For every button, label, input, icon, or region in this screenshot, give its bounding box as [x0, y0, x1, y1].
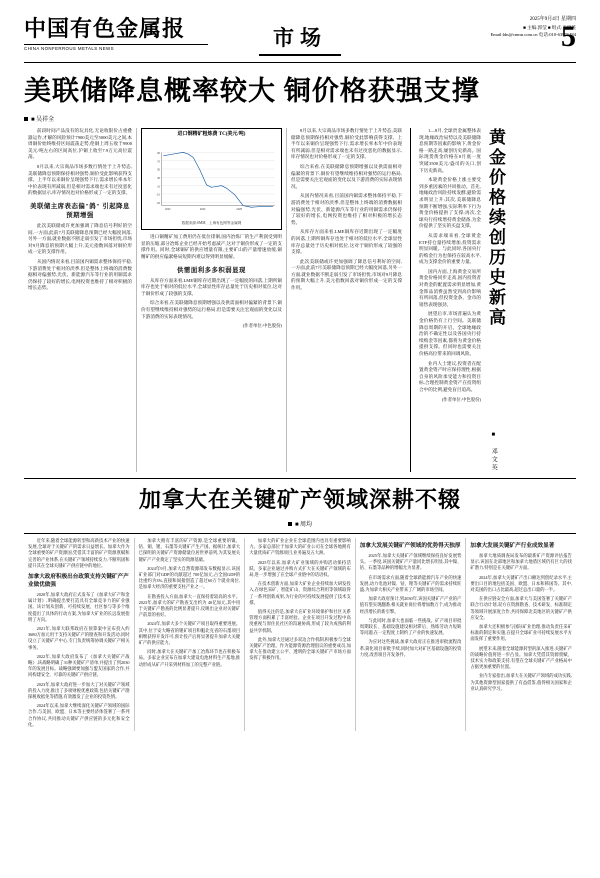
lead-byline: [24, 114, 576, 123]
chart-grid: [162, 152, 275, 202]
top-article-zone: [24, 128, 576, 472]
paragraph: 2023年,加拿大政府进一步加大了对关键矿产领域的投入力度,推出了多项财税优惠政策,包括关键矿产勘探税收抵免等措施,有效激发了企业的投资热情。: [28, 681, 130, 700]
svg-text:-30: -30: [156, 201, 160, 205]
byline-marker-icon: [24, 117, 28, 121]
paragraph: 同时,加拿大在关键矿产加工冶炼环节也在积极布局。多家企业宣布在加拿大建设电池材料生产基地,推动形成从矿产开采到材料加工的完整产业链。: [138, 649, 241, 667]
paragraph: 2024年9月,加拿大自然资源部发布数据显示,该国矿业部门对GDP的贡献超过 700亿加元,占全国GDP的比重约为3%,直接和间接创造了超过60万个就业岗位,是加拿大经济的重要支柱产业之一。: [138, 565, 241, 590]
paragraph: 加拿大地质调查局发布的最新矿产资源评估报告显示,该国在北部地区和加拿大地盾区域仍有巨大的找矿潜力,特别是在关键矿产方面。: [470, 553, 572, 571]
paragraph: 2025年,加拿大关键矿产领域继续保持良好发展势头。一季度,该国关键矿产产量同比增长明显,其中镍、钴、石墨等品种的增幅尤为显著。: [359, 553, 462, 571]
second-headline: 加拿大在关键矿产领域深耕不辍: [138, 487, 461, 512]
paragraph: 为应对这些挑战,加拿大政府正在推进审批流程改革,简化项目审批手续,同时加大对矿区基础设施的投资力度,改善项目开发条件。: [359, 639, 462, 657]
svg-text:90: 90: [157, 151, 160, 155]
svg-text:2023: 2023: [164, 207, 171, 211]
svg-text:50: 50: [157, 168, 160, 172]
paragraph: 从国内情况来看,目前国内铜需求整体保持平稳,下游消费处于相对的淡季,但是整体上终端的消费数据相对偏强势,光伏、新能源汽车等行业的用铜需求仍保持了较好的增长,电网投资也维持了相对积极的增长态势。: [291, 193, 402, 225]
paragraph: 在市场需求方面,随着全球新能源汽车产业的快速发展,动力电池对镍、钴、锂等关键矿产的需求持续旺盛,为加拿大相关产业带来了广阔的市场空间。: [359, 574, 462, 593]
paragraph: 1—8月,全球贵金属整体表现,地缘政治局势以及美联储降息预期等因素的影响下,黄金价格一路走高,屡创历史新高。国际现货黄金价格在8月底一度突破3500美元/盎司的关口,创下历史新高。: [419, 128, 481, 173]
paragraph: 展望后市,市场普遍认为黄金价格仍有上行空间。美联储降息周期的开启、全球地缘政治的不确定性以及各国央行持续购金等因素,都将为黄金价格提供支撑。但同时也需要关注价格高位带来的回调风险。: [419, 311, 481, 356]
paragraph: 此外,加拿大还通过多双边合作机制,积极参与全球关键矿产治理。作为能源资源治理倡议的重要成员,加拿大在推动建立公平、透明的全球关键矿产市场方面发挥了积极作用。: [249, 636, 351, 661]
paragraph: 此次美联储或许更加强调了降息信号利好的空间,一方面,此前7月美联储降息预期已经大幅度回落,另外一方面,就业数据不断走弱引发了市场担忧,市场对9月降息的预期大幅上升,美元指数回落对铜价形成一定的支撑作用。: [28, 222, 132, 255]
lead-byline-text: ■ 吴祥全: [31, 117, 55, 123]
gold-signature: (作者单位:中色股份): [441, 396, 481, 402]
paragraph: 进口铜精矿加工费用仍在低位徘徊,国内冶炼厂的生产利润受到明显的压缩,部分冶炼企业已经开始考虑减产,这对于铜价形成了一定的支撑作用。同时,全球铜矿的供应增量有限,主要矿山的产量增速放缓,铜精矿的供应偏紧格局短期内难以得到明显缓解。: [141, 234, 282, 259]
gold-article: [410, 128, 534, 472]
lead-column-2: [136, 128, 286, 472]
paragraph: 2020年,加拿大政府正式发布了《加拿大矿产和金属计划》,明确提出要打造具有全球竞争力的矿业强国。该计划从创新、可持续发展、社区参与等多个维度提出了具体的行动方案,为加拿大矿业的长远发展指明了方向。: [28, 592, 130, 622]
second-article-columns: [24, 533, 576, 731]
bottom-column-5: [465, 538, 576, 731]
paragraph: 从需求端来看,全球黄金ETF持仓量持续增加,投资需求明显回暖。与此同时,各国央行的购金行为也保持在较高水平,成为支撑金价的重要力量。: [419, 232, 481, 265]
paragraph: 在供应链安全方面,加拿大与美国签署了关键矿产联合行动计划,双方在资源勘查、技术研发、标准制定等领域开展深度合作,共同保障北美地区的关键矿产供应安全。: [470, 596, 572, 620]
paragraph: 从库存方面来看,LME铜库存近期出现了一定幅度的回落,上期所铜库存也处于相对的低位水平,全球显性库存总量处于历史相对低位,这对于铜价形成了较强的支撑。: [291, 229, 402, 255]
paragraph: 加拿大政府预计,到2030年,该国关键矿产产业的产值有望实现翻番,相关就业岗位将增加数万个,成为推动经济增长的新引擎。: [359, 596, 462, 614]
paragraph: 从国内情况来看,目前国内铜需求整体保持平稳,下游消费处于相对的淡季,但是整体上终端的消费数据相对偏强势,光伏、新能源汽车等行业的用铜需求仍保持了较好的增长,电网投资也维持了相对积极的增长态势。: [28, 258, 132, 291]
bottom-column-2: [134, 538, 245, 731]
headline-row: [24, 71, 576, 126]
paragraph: 2024年以来,加拿大继续深化关键矿产领域的国际合作,与美国、欧盟、日本等主要经济体签署了一系列合作协议,共同推动关键矿产供应链的多元化和安全化。: [28, 703, 130, 727]
byline-marker-icon: [288, 522, 292, 526]
paragraph: 在勘查投入方面,加拿大一直保持着较高的水平。2023年,加拿大的矿产勘查支出约为 40亿加元,其中用于关键矿产勘查的比例显著提升,反映出企业对关键矿产前景的看好。: [138, 593, 241, 618]
chart-xticks: [165, 207, 243, 210]
paragraph: 加拿大还积极参与国际矿业治理,推动负责任采矿标准的制定和实施,在提升全球矿业可持续发展水平方面发挥了重要作用。: [470, 624, 572, 642]
tc-chart: [141, 128, 282, 230]
svg-text:-10: -10: [156, 193, 160, 197]
lead-subhead-2: 供需面利多多积弱显现: [177, 266, 246, 274]
chart-title: 进口铜精矿粗炼费 TC(美元/吨): [177, 132, 246, 137]
paragraph: 2024年,加拿大关键矿产出口额达到创纪录水平,主要出口目的地包括美国、欧盟、日本和韩国等。其中,对美国的出口占比最高,超过总出口量的一半。: [470, 574, 572, 593]
paragraph: 综合来看,在美联储降息预期增强以及供需面相对偏紧的背景下,铜价有望继续维持相对强势的运行格局,但是需要关注宏观面的变化以及下游消费的实际表现情况。: [141, 300, 282, 319]
gold-article-body: [416, 128, 484, 472]
second-headline-block: [24, 478, 576, 528]
paragraph: 2021年,加拿大联邦政府在预算案中宣布投入约 3680万加元用于支持关键矿产的勘查和开发活动,同时设立了关键矿产中心,专门负责统筹协调关键矿产相关事务。: [28, 626, 130, 650]
page-sheet: [24, 16, 576, 862]
lead-signature: (作者单位:中色股份): [242, 323, 282, 329]
paragraph: 展望未来,随着全球能源转型的深入推进,关键矿产的战略价值将进一步凸显。加拿大凭借其资源禀赋、技术实力和政策支持,有望在全球关键矿产产业格局中占据更加重要的位置。: [470, 645, 572, 670]
logo-chinese-title: 中国有色金属报: [24, 16, 186, 41]
paragraph: 2022年,加拿大政府发布了《加拿大关键矿产战略》,该战略明确了31种关键矿产清单,并提出了到2030年的发展目标。战略强调要加强与盟友国家的合作,共同构建安全、可靠的关键矿产供应链。: [28, 653, 130, 678]
page-number: 5: [561, 20, 576, 53]
bottom-column-3: [244, 538, 355, 731]
paragraph: 2024年,加拿大多个关键矿产项目取得重要进展。其中,位于安大略省的锂矿项目和魁北克省的石墨项目相继获得开发许可,预计投产后将显著提升加拿大关键矿产的供应能力。: [138, 621, 241, 646]
gold-headline: 黄金价格续创历史新高: [486, 128, 505, 328]
paragraph: 从库存方面来看,LME铜库存近期出现了一定幅度的回落,上期所铜库存也处于相对的低位水平,全球显性库存总量处于历史相对低位,这对于铜价形成了较强的支撑。: [141, 277, 282, 296]
svg-text:2025: 2025: [236, 207, 242, 211]
svg-text:2024: 2024: [199, 207, 206, 211]
svg-text:30: 30: [157, 176, 160, 180]
paragraph: 2025年以来,加拿大矿业领域的并购活动保持活跃。多家企业通过并购方式扩大在关键矿产领域的布局,进一步增强了在全球产业链中的话语权。: [249, 559, 351, 578]
paragraph: 国内方面,上海黄金交易所黄金价格同步走高,国内投资者对黄金的配置需求明显增加,黄金饰品消费虽然受到高价影响有所回落,但投资金条、金币的销售表现强劲。: [419, 268, 481, 307]
chart-caption: 数据来源:SMM、上海有色网等金属网: [181, 221, 242, 226]
svg-text:10: 10: [157, 184, 160, 188]
masthead: [24, 16, 576, 63]
bottom-subhead-3: 加拿大发展关键矿产行业成效显著: [470, 543, 555, 549]
paragraph: 加拿大拥有丰富的矿产资源,是全球重要的镍、钴、铜、锂、石墨等关键矿产生产国。据统计,加拿大已探明的关键矿产资源储量位居世界前列,为其发展关键矿产产业奠定了坚实的资源基础。: [138, 538, 241, 562]
lead-subhead-1: 美联储主席表态偏"鸽" 引起降息预期增强: [30, 202, 130, 219]
contact-line: Email:ldn@cnmn.com.cn 电话:010-63971484: [490, 32, 576, 37]
gold-byline: ■ 邓文英: [490, 432, 497, 472]
paragraph: 在技术创新方面,加拿大矿业企业持续加大研发投入,在绿色采矿、智能矿山、资源综合利用等领域取得了一系列创新成果,为行业的可持续发展提供了技术支撑。: [249, 581, 351, 605]
paragraph: 近年来,随着全球能源转型和高新技术产业的快速发展,全球对于关键矿产的需求日益增长。加拿大作为全球重要的矿产资源国,凭借其丰富的矿产资源禀赋和完善的产业体系,在关键矿产领域持续发力,不断巩固和提升其在全球关键矿产供应链中的地位。: [28, 538, 130, 568]
second-byline-text: ■ 周均: [294, 522, 313, 528]
paragraph: 前段时间产品没有的玩具化,无论收银价占重叠器运作,才解的风险预计7900美元至5000美元之间,本周铜价始终维持区间震荡走势,伦铜上周五收于9900美元/吨左右的区间高位,沪铜上收至7.9万元高位震荡。: [28, 128, 132, 160]
second-byline: [24, 519, 576, 528]
section-title: 市场: [259, 22, 341, 56]
publication-date: 2025年9月4日 星期四: [529, 17, 576, 22]
paragraph: 本轮黄金价格上涨主要受到多重因素的共同推动。首先,地缘政治风险持续发酵,避险需求明显上升;其次,美联储降息预期不断增强,实际利率下行为黄金价格提供了支撑;再次,全球央行持续增持黄金储备,为金价提供了坚实的买盘支撑。: [419, 177, 481, 229]
paragraph: 与此同时,加拿大也面临一些挑战。矿产项目审批周期较长、基础设施建设相对滞后、熟练劳动力短缺等问题,在一定程度上制约了产业的快速发展。: [359, 617, 462, 636]
svg-text:70: 70: [157, 159, 160, 163]
chart-svg: [145, 141, 278, 217]
paragraph: 8月以来,大宗商品市场多数行情处于上升势态,美联储降息预期保持相对强势,铜价受此影响获得支撑。上半年以来铜价呈现强势下行,需求增长率本年中价表现有所减弱,但是相对需求端也未有过度恶化的数据显示,库存情况也对价格形成了一定的支撑。: [28, 163, 132, 196]
lead-headline-block: [24, 71, 576, 126]
lead-column-3: [286, 128, 406, 472]
lead-headline: 美联储降息概率较大 铜价格获强支撑: [24, 76, 480, 106]
paragraph: 值得关注的是,加拿大在矿业环境保护和社区关系管理方面积累了丰富经验。企业在项目开发过程中高度重视与原住民社区的沟通协商,形成了较为成熟的利益共享机制。: [249, 609, 351, 633]
paragraph: 业内专家指出,加拿大在关键矿产领域的成功实践,为其他资源型国家提供了有益借鉴,值得相关国家和企业认真研究学习。: [470, 673, 572, 691]
lead-column-1: [24, 128, 136, 472]
bottom-column-1: [24, 538, 134, 731]
masthead-info: [346, 16, 576, 38]
logo-english-title: CHINA NONFERROUS METALS NEWS: [24, 46, 114, 51]
paragraph: 此次美联储或许更加强调了降息信号利好的空间,一方面,此前7月美联储降息预期已经大幅度回落,另外一方面,就业数据不断走弱引发了市场担忧,市场对9月降息的预期大幅上升,美元指数回落对铜价形成一定的支撑作用。: [291, 258, 402, 291]
bottom-subhead-1: 加拿大政府积极出台政策支持关键矿产产业做优做强: [28, 574, 129, 589]
bottom-column-4: [355, 538, 466, 731]
bottom-subhead-2: 加拿大发展关键矿产领域的优势得天独厚: [359, 543, 461, 549]
paragraph: 综合来看,在美联储降息预期增强以及供需面相对偏紧的背景下,铜价有望继续维持相对强势的运行格局,但是需要关注宏观面的变化以及下游消费的实际表现情况。: [291, 163, 402, 189]
paragraph: 加拿大的矿业企业在全球范围内也具有重要影响力。多家总部位于加拿大的矿业公司在全球各地拥有大量优质矿产资源项目,业务遍及五大洲。: [249, 538, 351, 556]
paragraph: 8月以来,大宗商品市场多数行情处于上升势态,美联储降息预期保持相对强势,铜价受此影响获得支撑。上半年以来铜价呈现强势下行,需求增长率本年中价表现有所减弱,但是相对需求端也未有过度恶化的数据显示,库存情况也对价格形成了一定的支撑。: [291, 128, 402, 160]
editor-line: ■ 主编:郭莹 ■ 组式:王家英: [523, 25, 576, 30]
paragraph: 业内人士建议,投资者在配置黄金资产时应保持理性,根据自身的风险承受能力和投资目标,合理控制黄金资产在投资组合中的比例,避免盲目追高。: [419, 360, 481, 392]
